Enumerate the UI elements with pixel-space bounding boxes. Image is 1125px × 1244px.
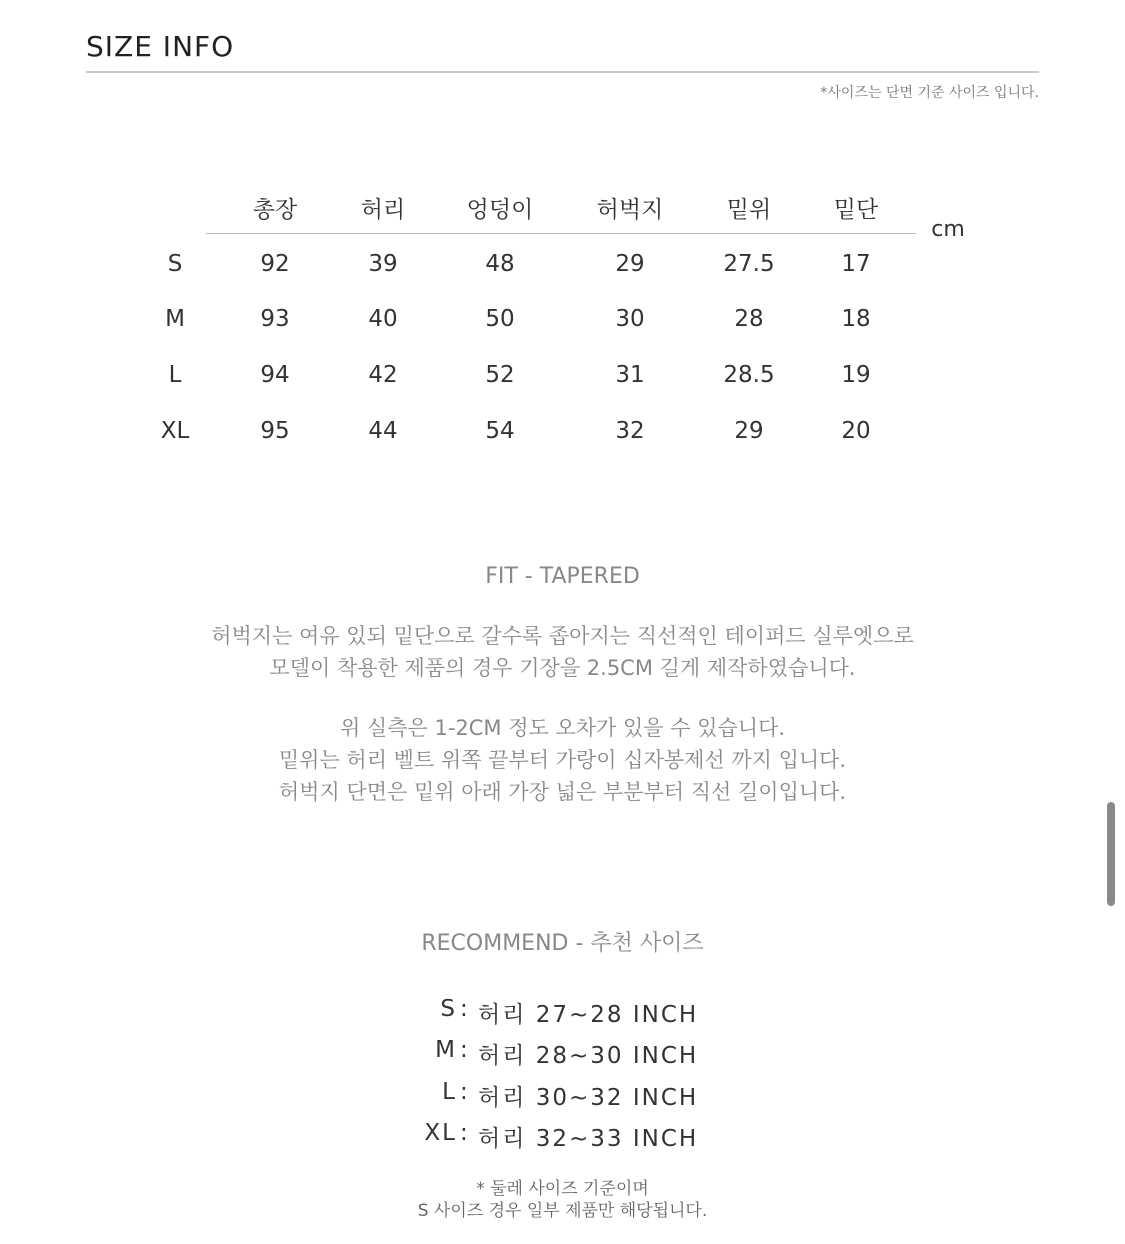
table-cell: 30 [615,306,645,332]
table-cell: 20 [841,418,871,444]
fit-note-line: 밑위는 허리 벨트 위쪽 끝부터 가랑이 십자봉제선 까지 입니다. [278,748,847,772]
row-size-label: XL [160,418,190,444]
row-size-label: L [168,362,182,388]
table-header-divider [206,233,916,234]
scrollbar[interactable] [1107,802,1115,906]
table-cell: 94 [260,362,290,388]
recommend-value: 허리 27~28 INCH [478,1002,699,1028]
fit-title: FIT - TAPERED [485,564,640,589]
header-hip: 엉덩이 [466,197,534,223]
table-cell: 95 [260,418,290,444]
header-thigh: 허벅지 [596,197,664,223]
recommend-size: XL [424,1120,457,1146]
row-size-label: S [167,251,183,277]
recommend-colon: : [460,996,470,1022]
recommend-size: M [435,1037,457,1063]
footnote-line: S 사이즈 경우 일부 제품만 해당됩니다. [417,1201,708,1221]
header-rise: 밑위 [726,197,772,223]
table-cell: 52 [485,362,515,388]
page-title: SIZE INFO [86,30,235,63]
table-cell: 17 [841,251,871,277]
table-cell: 44 [368,418,398,444]
recommend-footnote [0,1178,1125,1222]
table-cell: 32 [615,418,645,444]
table-cell: 93 [260,306,290,332]
table-cell: 27.5 [723,251,775,277]
table-cell: 28.5 [723,362,775,388]
recommend-colon: : [460,1079,470,1105]
table-cell: 54 [485,418,515,444]
table-cell: 29 [615,251,645,277]
recommend-value: 허리 32~33 INCH [478,1126,699,1152]
recommend-title: RECOMMEND - 추천 사이즈 [421,931,704,956]
footnote-line: * 둘레 사이즈 기준이며 [476,1179,649,1199]
table-cell: 92 [260,251,290,277]
table-cell: 50 [485,306,515,332]
table-cell: 31 [615,362,645,388]
recommend-value: 허리 28~30 INCH [478,1043,699,1069]
table-cell: 42 [368,362,398,388]
header-total-length: 총장 [252,197,298,223]
header-waist: 허리 [360,197,406,223]
unit-label: cm [931,217,965,242]
fit-description-line: 모델이 착용한 제품의 경우 기장을 2.5CM 길게 제작하였습니다. [269,656,856,680]
table-cell: 39 [368,251,398,277]
fit-description-line: 허벅지는 여유 있되 밑단으로 갈수록 좁아지는 직선적인 테이퍼드 실루엣으로 [211,624,914,648]
table-cell: 19 [841,362,871,388]
table-cell: 28 [734,306,764,332]
recommend-colon: : [460,1037,470,1063]
table-cell: 18 [841,306,871,332]
recommend-size: S [440,996,457,1022]
table-cell: 40 [368,306,398,332]
header-hem: 밑단 [833,197,879,223]
size-table [0,0,1125,480]
measurement-note: *사이즈는 단면 기준 사이즈 입니다. [820,85,1039,101]
table-cell: 48 [485,251,515,277]
row-size-label: M [165,306,185,332]
recommend-colon: : [460,1120,470,1146]
fit-notes [0,712,1125,808]
fit-description [0,620,1125,684]
fit-note-line: 허벅지 단면은 밑위 아래 가장 넓은 부분부터 직선 길이입니다. [278,780,847,804]
table-cell: 29 [734,418,764,444]
recommend-value: 허리 30~32 INCH [478,1085,699,1111]
fit-note-line: 위 실측은 1-2CM 정도 오차가 있을 수 있습니다. [339,716,786,740]
recommend-size: L [442,1079,457,1105]
